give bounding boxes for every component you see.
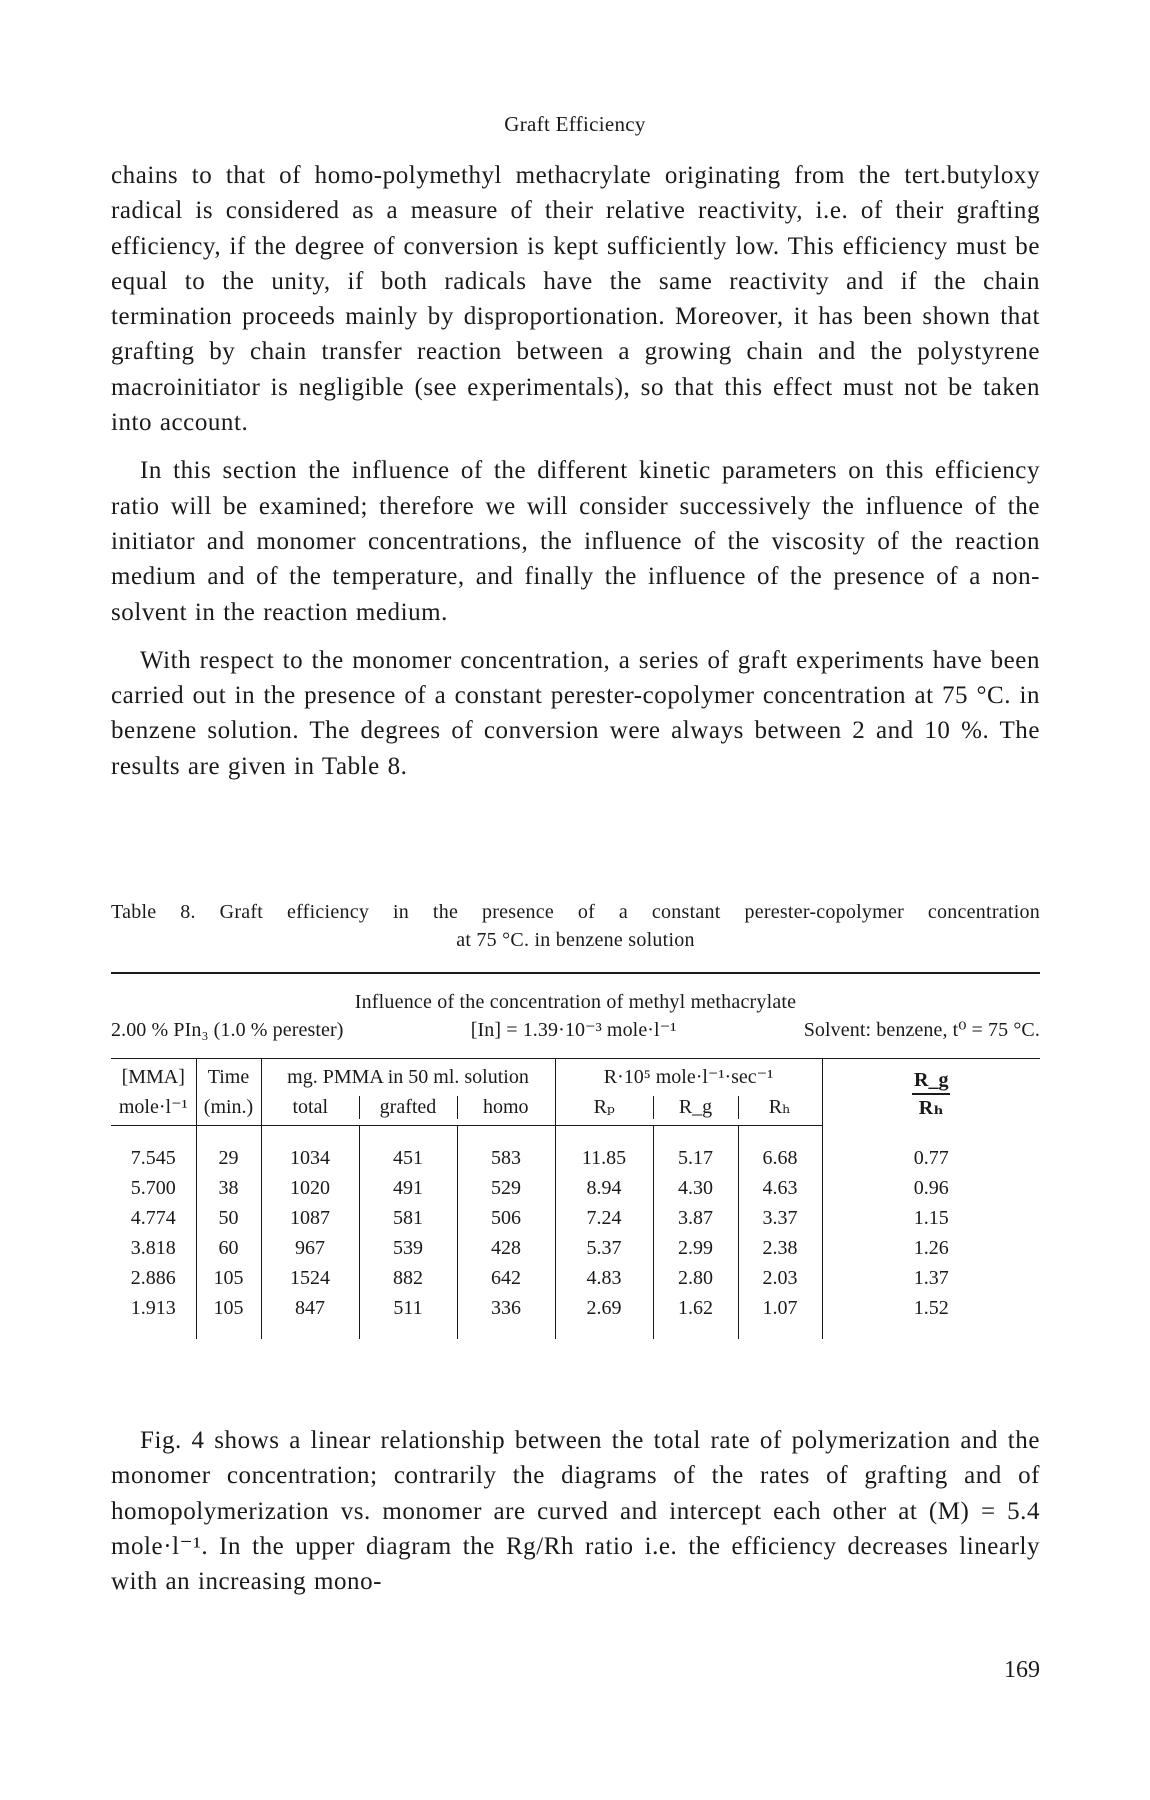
table-row [111, 1233, 1040, 1263]
table-cell: 4.83 [555, 1263, 653, 1293]
table-cell: 539 [359, 1233, 457, 1263]
table-cell: 642 [457, 1263, 555, 1293]
table-cell: 6.68 [738, 1126, 822, 1174]
col-time-header: Time [196, 1059, 261, 1093]
table-row [111, 1126, 1040, 1174]
table-8 [111, 972, 1040, 1339]
body-text-continued [111, 1423, 1040, 1612]
table-cell: 581 [359, 1203, 457, 1233]
table-cell: 5.37 [555, 1233, 653, 1263]
paragraph-2: In this section the influence of the different kinetic parameters on this efficiency ratio will be examined; therefore we will consider successively the influence of the initiator and monomer concentrations, the influence of the viscosity of the reaction medium and of the temperature, and finally the influence of the presence of a non-solvent in the reaction medium. [111, 457, 1040, 626]
col-rp-header: Rₚ [555, 1092, 653, 1126]
paragraph-3: With respect to the monomer concentration, a series of graft experiments have been carried out in the presence of a constant perester-copolymer concentration at 75 °C. in benzene solution. The degrees of conversion were always between 2 and 10 %. The results are given in Table 8. [111, 646, 1040, 780]
col-ratio-header [822, 1059, 1040, 1126]
table-cell: 506 [457, 1203, 555, 1233]
table-row [111, 1263, 1040, 1293]
table-row [111, 1203, 1040, 1233]
table-cell: 847 [261, 1293, 359, 1339]
table-cell: 1.62 [653, 1293, 738, 1339]
col-mma-header: [MMA] [111, 1059, 196, 1093]
table-caption-line1: Table 8. Graft efficiency in the presence of a constant perester-copolymer concentration [111, 901, 1040, 923]
condition-initiator: 2.00 % PIn₃ (1.0 % perester) [111, 1019, 344, 1041]
table-cell: 105 [196, 1263, 261, 1293]
table-cell: 5.17 [653, 1126, 738, 1174]
page-number: 169 [1004, 1657, 1040, 1683]
table-cell: 7.545 [130, 1147, 176, 1169]
table-cell: 967 [261, 1233, 359, 1263]
col-rh-header: Rₕ [738, 1092, 822, 1126]
table-cell: 1.07 [738, 1293, 822, 1339]
table-cell: 2.69 [555, 1293, 653, 1339]
table-cell: 0.77 [822, 1126, 1040, 1174]
col-time-unit: (min.) [196, 1092, 261, 1126]
table-cell: 2.99 [653, 1233, 738, 1263]
col-total-header: total [261, 1092, 359, 1126]
paragraph-4: Fig. 4 shows a linear relationship between the total rate of polymerization and the monomer concentration; contrarily the diagrams of the rates of grafting and of homopolymerization vs. monomer are curved and intercept each other at (M) = 5.4 mole·l⁻¹. In the upper diagram the Rg/Rh ratio i.e. the efficiency decreases linearly with an increasing mono- [111, 1427, 1040, 1596]
table-cell: 4.774 [130, 1207, 176, 1229]
table-cell: 1.52 [822, 1293, 1040, 1339]
table-cell: 11.85 [555, 1126, 653, 1174]
table-cell: 4.63 [738, 1173, 822, 1203]
table-heading: Influence of the concentration of methyl methacrylate [354, 991, 797, 1013]
table-cell: 60 [196, 1233, 261, 1263]
table-cell: 4.30 [653, 1173, 738, 1203]
paragraph-1: chains to that of homo-polymethyl methacrylate originating from the tert.butyloxy radical is considered as a measure of their relative reactivity, i.e. of their grafting efficiency, if the degree of conversion is kept sufficiently low. This efficiency must be equal to the unity, if both radicals have the same reactivity and if the chain termination proceeds mainly by disproportionation. Moreover, it has been shown that grafting by chain transfer reaction between a growing chain and the polystyrene macroinitiator is negligible (see experimentals), so that this effect must not be taken into account. [111, 162, 1040, 437]
table-cell: 1.37 [822, 1263, 1040, 1293]
condition-concentration: [In] = 1.39·10⁻³ mole·l⁻¹ [470, 1019, 677, 1041]
table-cell: 529 [457, 1173, 555, 1203]
table-cell: 1524 [261, 1263, 359, 1293]
table-cell: 511 [359, 1293, 457, 1339]
table-cell: 105 [196, 1293, 261, 1339]
running-head: Graft Efficiency [504, 112, 646, 136]
data-table [111, 1058, 1040, 1339]
col-mma-unit: mole·l⁻¹ [111, 1092, 196, 1126]
col-rg-header: R_g [653, 1092, 738, 1126]
table-cell: 583 [457, 1126, 555, 1174]
table-cell: 2.38 [738, 1233, 822, 1263]
ratio-numerator: R_g [912, 1067, 950, 1095]
table-cell: 3.37 [738, 1203, 822, 1233]
table-cell: 1.15 [822, 1203, 1040, 1233]
table-cell: 882 [359, 1263, 457, 1293]
table-cell: 1087 [261, 1203, 359, 1233]
table-cell: 1.26 [822, 1233, 1040, 1263]
table-cell: 1020 [261, 1173, 359, 1203]
col-pmma-group: mg. PMMA in 50 ml. solution [261, 1059, 555, 1093]
ratio-denominator: Rₕ [918, 1096, 944, 1119]
table-caption-line2: at 75 °C. in benzene solution [456, 929, 695, 951]
col-rate-group [555, 1059, 822, 1093]
table-cell: 3.818 [130, 1237, 176, 1259]
table-row [111, 1173, 1040, 1203]
table-cell: 7.24 [555, 1203, 653, 1233]
table-top-rule [111, 972, 1040, 974]
table-cell: 491 [359, 1173, 457, 1203]
table-cell: 38 [196, 1173, 261, 1203]
table-cell: 451 [359, 1126, 457, 1174]
table-cell: 29 [196, 1126, 261, 1174]
table-cell: 1034 [261, 1126, 359, 1174]
table-cell: 2.03 [738, 1263, 822, 1293]
table-cell: 8.94 [555, 1173, 653, 1203]
table-cell: 1.913 [130, 1297, 176, 1319]
condition-solvent: Solvent: benzene, t⁰ = 75 °C. [803, 1019, 1040, 1041]
col-grafted-header: grafted [359, 1092, 457, 1126]
table-cell: 50 [196, 1203, 261, 1233]
table-cell: 2.886 [130, 1267, 176, 1289]
table-caption [111, 898, 1040, 954]
table-cell: 5.700 [130, 1177, 176, 1199]
table-row [111, 1293, 1040, 1339]
table-cell: 336 [457, 1293, 555, 1339]
table-cell: 2.80 [653, 1263, 738, 1293]
col-rate-group-label: R·10⁵ mole·l⁻¹·sec⁻¹ [603, 1066, 774, 1088]
col-homo-header: homo [457, 1092, 555, 1126]
table-cell: 3.87 [653, 1203, 738, 1233]
table-body [111, 1126, 1040, 1340]
ratio-fraction [912, 1067, 950, 1121]
table-conditions [111, 1016, 1040, 1044]
table-cell: 0.96 [822, 1173, 1040, 1203]
body-text [111, 158, 1040, 797]
table-cell: 428 [457, 1233, 555, 1263]
